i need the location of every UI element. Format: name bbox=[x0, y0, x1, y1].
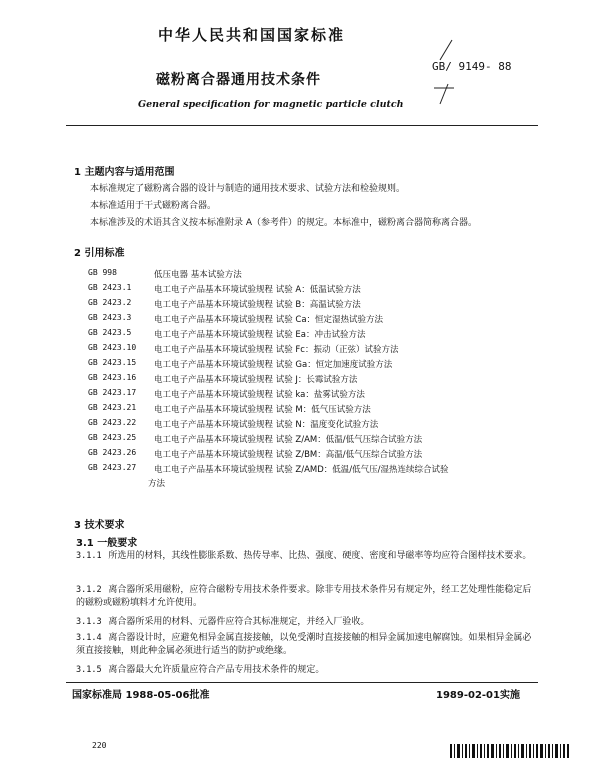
clause-3-1-1 bbox=[76, 550, 540, 563]
reference-code: GB 2423.27 bbox=[88, 463, 137, 472]
section-3-1-heading: 3.1 一般要求 bbox=[76, 538, 138, 549]
reference-name: 电工电子产品基本环境试验规程 试验 Z/BM：高温/低气压综合试验方法 bbox=[154, 450, 423, 460]
clause-text: 离合器所采用磁粉，应符合磁粉专用技术条件要求。除非专用技术条件另有规定外，经工艺处理性能稳定后的磁粉或磁粉填料才允许使用。 bbox=[76, 585, 532, 608]
reference-code: GB 2423.25 bbox=[88, 433, 137, 442]
barcode-image bbox=[450, 744, 570, 758]
reference-name: 电工电子产品基本环境试验规程 试验 J：长霉试验方法 bbox=[154, 375, 358, 385]
reference-code: GB 2423.17 bbox=[88, 388, 137, 397]
reference-name: 低压电器 基本试验方法 bbox=[154, 270, 242, 280]
clause-3-1-5 bbox=[76, 664, 540, 677]
page-number: 220 bbox=[92, 741, 107, 750]
reference-name: 电工电子产品基本环境试验规程 试验 A：低温试验方法 bbox=[154, 285, 361, 295]
reference-name-continuation: 方法 bbox=[148, 479, 166, 489]
section-1-para-3: 本标准涉及的术语其含义按本标准附录 A（参考件）的规定。本标准中，磁粉离合器简称离合器。 bbox=[90, 218, 478, 228]
reference-code: GB 2423.16 bbox=[88, 373, 137, 382]
reference-name: 电工电子产品基本环境试验规程 试验 M：低气压试验方法 bbox=[154, 405, 371, 415]
standard-number-marks bbox=[430, 38, 470, 108]
clause-text: 离合器所采用的材料、元器件应符合其标准规定，并经入厂验收。 bbox=[108, 617, 370, 627]
reference-name: 电工电子产品基本环境试验规程 试验 Ca：恒定湿热试验方法 bbox=[154, 315, 384, 325]
reference-code: GB 998 bbox=[88, 268, 117, 277]
reference-code: GB 2423.2 bbox=[88, 298, 132, 307]
reference-name: 电工电子产品基本环境试验规程 试验 ka：盐雾试验方法 bbox=[154, 390, 365, 400]
reference-name: 电工电子产品基本环境试验规程 试验 B：高温试验方法 bbox=[154, 300, 361, 310]
clause-text: 所选用的材料，其线性膨胀系数、热传导率、比热、强度、硬度、密度和导磁率等均应符合图样技术要求。 bbox=[108, 551, 532, 561]
reference-code: GB 2423.26 bbox=[88, 448, 137, 457]
implementation-date: 1989-02-01实施 bbox=[436, 690, 520, 701]
reference-name: 电工电子产品基本环境试验规程 试验 N：温度变化试验方法 bbox=[154, 420, 379, 430]
clause-text: 离合器设计时，应避免相异金属直接接触，以免受潮时直接接触的相异金属加速电解腐蚀。如果相异金属必须直接接触，则此种金属必须进行适当的防护或绝缘。 bbox=[76, 633, 532, 656]
clause-3-1-3 bbox=[76, 616, 540, 629]
clause-number: 3.1.3 bbox=[76, 617, 102, 627]
reference-code: GB 2423.3 bbox=[88, 313, 132, 322]
footer-rule bbox=[66, 682, 538, 683]
clause-text: 离合器最大允许质量应符合产品专用技术条件的规定。 bbox=[108, 665, 325, 675]
reference-name: 电工电子产品基本环境试验规程 试验 Ga：恒定加速度试验方法 bbox=[154, 360, 393, 370]
reference-code: GB 2423.1 bbox=[88, 283, 132, 292]
reference-name: 电工电子产品基本环境试验规程 试验 Ea：冲击试验方法 bbox=[154, 330, 366, 340]
header-rule bbox=[66, 125, 538, 126]
national-standard-heading: 中华人民共和国国家标准 bbox=[158, 26, 346, 44]
section-3-heading: 3 技术要求 bbox=[74, 520, 125, 531]
section-2-heading: 2 引用标准 bbox=[74, 248, 125, 259]
standard-number: GB/ 9149- 88 bbox=[432, 60, 512, 73]
clause-number: 3.1.5 bbox=[76, 665, 102, 675]
reference-code: GB 2423.10 bbox=[88, 343, 137, 352]
reference-code: GB 2423.15 bbox=[88, 358, 137, 367]
reference-name: 电工电子产品基本环境试验规程 试验 Z/AMD：低温/低气压/湿热连续综合试验 bbox=[154, 465, 449, 475]
reference-code: GB 2423.22 bbox=[88, 418, 137, 427]
clause-3-1-2 bbox=[76, 584, 540, 610]
section-1-para-1: 本标准规定了磁粉离合器的设计与制造的通用技术要求、试验方法和检验规则。 bbox=[90, 184, 406, 194]
clause-number: 3.1.4 bbox=[76, 633, 102, 643]
clause-number: 3.1.1 bbox=[76, 551, 102, 561]
document-title-en: General specification for magnetic particle clutch bbox=[138, 99, 404, 110]
section-1-heading: 1 主题内容与适用范围 bbox=[74, 167, 175, 178]
issued-date: 国家标准局 1988-05-06批准 bbox=[72, 690, 210, 701]
reference-code: GB 2423.5 bbox=[88, 328, 132, 337]
reference-code: GB 2423.21 bbox=[88, 403, 137, 412]
reference-name: 电工电子产品基本环境试验规程 试验 Z/AM：低温/低气压综合试验方法 bbox=[154, 435, 423, 445]
section-1-para-2: 本标准适用于干式磁粉离合器。 bbox=[90, 201, 217, 211]
reference-name: 电工电子产品基本环境试验规程 试验 Fc：振动（正弦）试验方法 bbox=[154, 345, 399, 355]
document-title-cn: 磁粉离合器通用技术条件 bbox=[156, 72, 321, 88]
clause-3-1-4 bbox=[76, 632, 540, 658]
clause-number: 3.1.2 bbox=[76, 585, 102, 595]
